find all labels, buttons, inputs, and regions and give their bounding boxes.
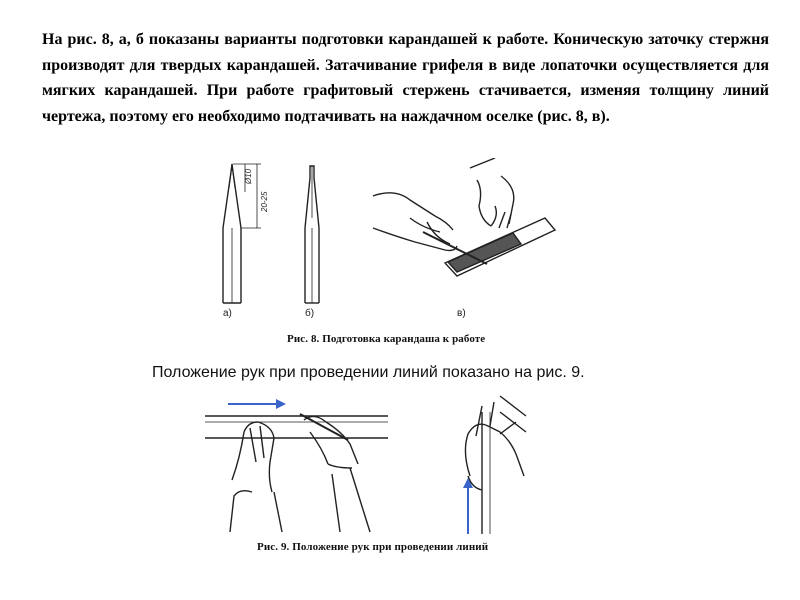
vertical-hand-icon <box>465 396 526 490</box>
direction-arrow-up-icon <box>463 478 473 534</box>
direction-arrow-right-icon <box>228 399 286 409</box>
figure-8-illustration <box>195 158 575 328</box>
label-v: в) <box>457 308 466 319</box>
sharpening-hands-icon <box>373 158 555 276</box>
label-b: б) <box>305 308 315 319</box>
diameter-label: Ø10 <box>244 168 253 184</box>
figure-9-caption: Рис. 9. Положение рук при проведении линий <box>257 541 489 553</box>
intro-paragraph: На рис. 8, а, б показаны варианты подготовки карандашей к работе. Коническую заточку стержня производят для твердых карандашей. Затачивание грифеля в виде лопаточки осуществляется для мягких карандашей. При работе графитовый стержень стачивается, изменяя толщину линий чертежа, поэтому его необходимо подтачивать на наждачном оселке (рис. 8, в). <box>42 31 769 126</box>
length-label: 20-25 <box>260 191 269 212</box>
pencil-spatula-icon <box>305 166 319 303</box>
figure-8-caption: Рис. 8. Подготовка карандаша к работе <box>287 333 486 345</box>
figure-9-intro: Положение рук при проведении линий показано на рис. 9. <box>152 364 585 381</box>
label-a: а) <box>223 308 232 319</box>
pencil-conical-icon <box>223 164 241 303</box>
right-hand-icon <box>300 414 370 532</box>
figure-9-illustration <box>200 392 530 540</box>
